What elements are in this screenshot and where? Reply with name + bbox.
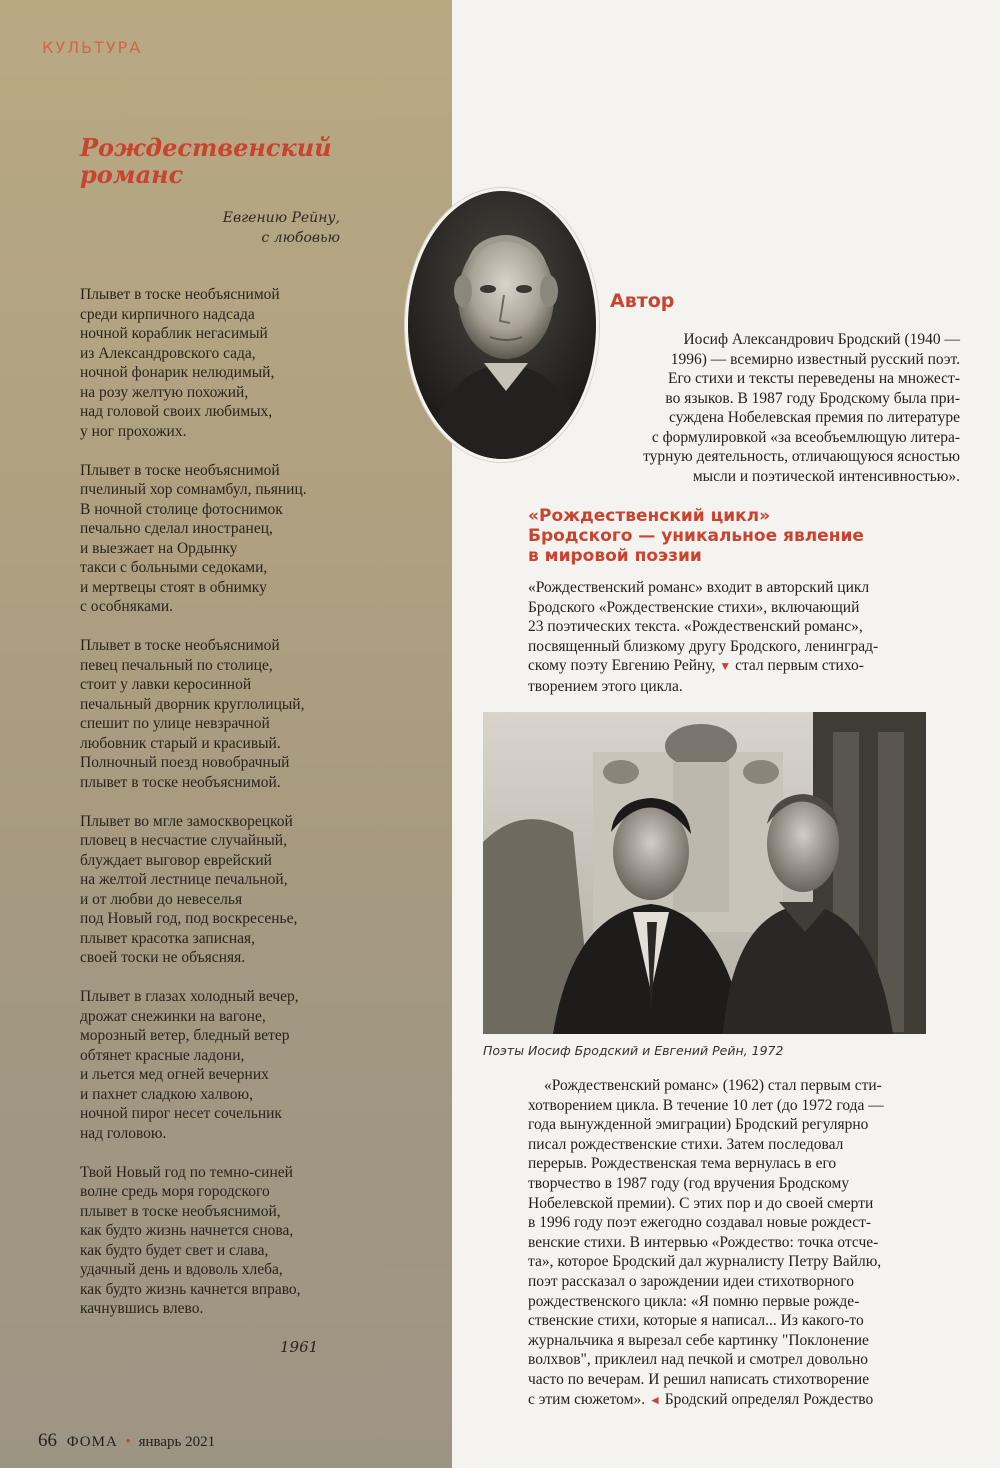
author-text: [598, 330, 960, 486]
triangle-marker-icon: ◄: [648, 1392, 661, 1407]
poem-line: и пахнет сладкою халвою,: [80, 1085, 253, 1103]
author-line: 1996) — всемирно известный русский поэт.: [670, 350, 960, 368]
author-line: Иосиф Александрович Бродский (1940 —: [683, 331, 960, 348]
cycle-line: творением этого цикла.: [528, 677, 683, 695]
poem-line: плывет красотка записная,: [80, 929, 256, 947]
poem-line: Плывет в тоске необъяснимой: [80, 286, 280, 303]
poem-title: [80, 134, 380, 188]
body-line: та», которое Бродский дал журналисту Петру Вайлю,: [528, 1253, 882, 1271]
poem-line: из Александровского сада,: [80, 344, 256, 362]
poem-line: и выезжает на Ордынку: [80, 539, 238, 557]
dedication-line: с любовью: [261, 230, 340, 246]
author-portrait: [405, 188, 599, 462]
poem-line: под Новый год, под воскресенье,: [80, 910, 298, 927]
poem-line: как будто будет свет и слава,: [80, 1241, 269, 1259]
body-line: журнальчика я вырезал себе картинку "Поклонение: [528, 1331, 869, 1349]
poem-line: Твой Новый год по темно-синей: [80, 1163, 293, 1181]
poem-stanza: [80, 636, 420, 792]
poem-line: любовник старый и красивый.: [80, 734, 281, 752]
poem-line: ночной фонарик нелюдимый,: [80, 364, 275, 381]
cycle-line-tail: стал первым стихо-: [735, 657, 864, 674]
poem-line: ночной кораблик негасимый: [80, 325, 268, 342]
poem-line: печальный дворник круглолицый,: [80, 695, 305, 713]
author-line: мысли и поэтической интенсивностью».: [692, 467, 960, 485]
body-line: волхвов", приклеил над печкой и смотрел довольно: [528, 1351, 869, 1369]
cycle-line: [528, 656, 960, 677]
triangle-marker-icon: ▼: [719, 659, 732, 673]
body-line: поэт рассказал о зарождении идеи стихотворного: [528, 1272, 854, 1290]
poem-line: певец печальный по столице,: [80, 656, 273, 674]
body-line: ственские стихи, которые я написал... Из какого-то: [528, 1312, 864, 1330]
poem-line: ночной пирог несет сочельник: [80, 1105, 282, 1122]
photo-caption: Поэты Иосиф Бродский и Евгений Рейн, 1972: [483, 1043, 784, 1058]
poem-line: морозный ветер, бледный ветер: [80, 1027, 290, 1044]
page-footer: [38, 1430, 215, 1452]
author-line: Его стихи и тексты переведены на множест-: [667, 370, 960, 387]
poem-line: Плывет во мгле замоскворецкой: [80, 812, 293, 830]
poem-line: и льется мед огней вечерних: [80, 1066, 269, 1083]
author-line: турную деятельность, отличающуюся ясностью: [643, 448, 960, 465]
poem-line: волне средь моря городского: [80, 1183, 270, 1200]
cycle-heading-line: «Рождественский цикл»: [528, 506, 771, 526]
body-line: Нобелевской премии). С этих пор и до своей смерти: [528, 1194, 874, 1212]
section-label: КУЛЬТУРА: [42, 38, 143, 57]
poem-dedication: [150, 208, 340, 248]
author-line: во языков. В 1987 году Бродскому была при-: [665, 389, 960, 407]
cycle-line: 23 поэтических текста. «Рождественский романс»,: [528, 618, 863, 635]
cycle-heading: [528, 506, 958, 566]
poem-stanza: [80, 987, 420, 1143]
body-text: [528, 1076, 960, 1410]
body-line: часто по вечерам. И решил написать стихотворение: [528, 1370, 870, 1388]
poem-line: Плывет в тоске необъяснимой: [80, 637, 280, 654]
poem-line: и от любви до невеселья: [80, 890, 243, 908]
body-line: «Рождественский романс» (1962) стал первым сти-: [544, 1077, 882, 1094]
body-line: [528, 1390, 960, 1411]
poem-line: печально сделал иностранец,: [80, 520, 273, 537]
poem-line: качнувшись влево.: [80, 1300, 204, 1317]
issue-date: январь 2021: [138, 1434, 216, 1450]
magazine-name: ФОМА: [66, 1434, 118, 1450]
poem-title-line: Рождественский: [80, 133, 332, 162]
cycle-line: Бродского «Рождественские стихи», включающий: [528, 598, 860, 616]
poem-line: над головой своих любимых,: [80, 403, 273, 420]
poem-line: на розу желтую похожий,: [80, 383, 249, 401]
poem-line: с особняками.: [80, 598, 173, 615]
poem-line: стоит у лавки керосинной: [80, 676, 252, 693]
poem-line: В ночной столице фотоснимок: [80, 500, 283, 518]
cycle-line: посвященный близкому другу Бродского, ленинград-: [528, 637, 879, 655]
cycle-heading-line: в мировой поэзии: [528, 546, 702, 566]
cycle-line: «Рождественский романс» входит в авторский цикл: [528, 579, 870, 596]
poem-line: пловец в несчастие случайный,: [80, 832, 287, 849]
poem-line: своей тоски не объясняя.: [80, 949, 246, 966]
poem-stanza: [80, 1163, 420, 1319]
poem-line: обтянет красные ладони,: [80, 1046, 245, 1064]
body-line: рождественского цикла: «Я помню первые рожде-: [528, 1292, 860, 1310]
poem-line: Полночный поезд новобрачный: [80, 754, 290, 771]
poem-line: такси с больными седоками,: [80, 559, 268, 576]
poem-line: как будто жизнь качнется вправо,: [80, 1280, 301, 1298]
poem-stanza: [80, 812, 420, 968]
poem-line: на желтой лестнице печальной,: [80, 871, 288, 888]
poem-title-line: романс: [80, 160, 184, 189]
page-number: 66: [38, 1430, 57, 1451]
author-line: с формулировкой «за всеобъемлющую литера-: [651, 428, 960, 446]
body-last-head: с этим сюжетом».: [528, 1390, 646, 1408]
body-line: перерыв. Рождественская тема вернулась в его: [528, 1155, 837, 1173]
cycle-text: [528, 578, 960, 696]
dedication-line: Евгению Рейну,: [222, 210, 340, 226]
poem-line: над головою.: [80, 1124, 167, 1142]
poem-line: блуждает выговор еврейский: [80, 851, 272, 869]
poem-stanza: [80, 461, 420, 617]
poem-line: удачный день и вдоволь хлеба,: [80, 1261, 283, 1278]
body-line: творчество в 1987 году (год вручения Бродскому: [528, 1174, 850, 1192]
poem-year: 1961: [280, 1338, 319, 1356]
body-line: венские стихи. В интервью «Рождество: точка отсче-: [528, 1233, 879, 1251]
author-heading: Автор: [610, 290, 675, 312]
body-line: года вынужденной эмиграции) Бродский регулярно: [528, 1116, 869, 1134]
footer-separator: •: [125, 1434, 131, 1450]
body-line: писал рождественские стихи. Затем последовал: [528, 1135, 844, 1153]
cycle-line-head: скому поэту Евгению Рейну,: [528, 657, 716, 674]
body-last-tail: Бродский определял Рождество: [664, 1390, 874, 1408]
poem-stanza: [80, 285, 420, 441]
author-line: суждена Нобелевская премия по литературе: [669, 409, 960, 426]
poem-line: Плывет в глазах холодный вечер,: [80, 988, 299, 1005]
body-line: в 1996 году поэт ежегодно создавал новые рождест-: [528, 1214, 872, 1232]
poem-line: дрожат снежинки на вагоне,: [80, 1007, 266, 1025]
poem-line: пчелиный хор сомнамбул, пьяниц.: [80, 481, 307, 498]
poem-line: и мертвецы стоят в обнимку: [80, 578, 267, 596]
poets-photo: [483, 712, 926, 1034]
poem-line: как будто жизнь начнется снова,: [80, 1222, 294, 1239]
poem-body: [80, 285, 420, 1338]
poem-line: спешит по улице невзрачной: [80, 715, 270, 732]
cycle-heading-line: Бродского — уникальное явление: [528, 526, 864, 546]
body-line: хотворением цикла. В течение 10 лет (до 1972 года —: [528, 1096, 884, 1114]
poem-line: Плывет в тоске необъяснимой: [80, 461, 280, 479]
poem-line: среди кирпичного надсада: [80, 305, 255, 323]
poem-line: плывет в тоске необъяснимой,: [80, 1202, 281, 1220]
poem-line: плывет в тоске необъяснимой.: [80, 773, 281, 791]
poem-line: у ног прохожих.: [80, 422, 187, 440]
